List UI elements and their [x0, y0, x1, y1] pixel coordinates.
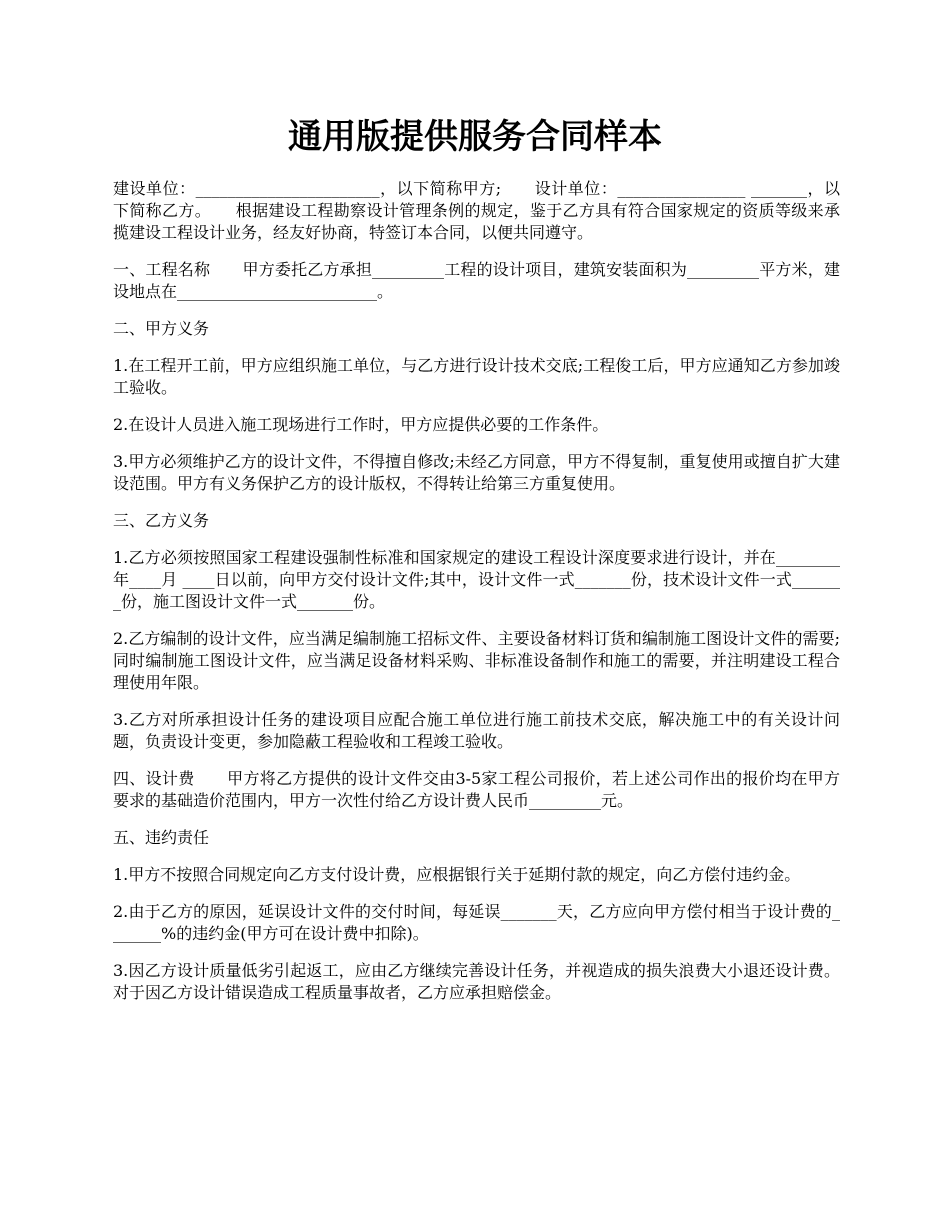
- paragraph-parties: 建设单位：_______________________，以下简称甲方; 设计单位：________________ _______，以下简称乙方。 根据建设工程勘察设计管理条例的规定，鉴于乙方具有符合国家规定的资质等级来承揽建设工程设计业务，经友好协商，特签订本合同，以便共同遵守。: [113, 179, 840, 242]
- paragraph-liability-3: 3.因乙方设计质量低劣引起返工，应由乙方继续完善设计任务，并视造成的损失浪费大小退还设计费。对于因乙方设计错误造成工程质量事故者，乙方应承担赔偿金。: [113, 961, 840, 1002]
- section-heading-party-b-duties: 三、乙方义务: [113, 511, 210, 530]
- paragraph-project-name: 一、工程名称 甲方委托乙方承担_________工程的设计项目，建筑安装面积为_________平方米，建设地点在_________________________。: [113, 260, 840, 301]
- section-heading-party-a-duties: 二、甲方义务: [113, 319, 210, 338]
- section-heading-liability: 五、违约责任: [113, 828, 210, 847]
- paragraph-liability-1: 1.甲方不按照合同规定向乙方支付设计费，应根据银行关于延期付款的规定，向乙方偿付违约金。: [113, 865, 801, 884]
- paragraph-design-fee: 四、设计费 甲方将乙方提供的设计文件交由3-5家工程公司报价，若上述公司作出的报价均在甲方要求的基础造价范围内，甲方一次性付给乙方设计费人民币_________元。: [113, 769, 840, 810]
- document-title: 通用版提供服务合同样本: [288, 117, 662, 157]
- paragraph-party-b-duty-2: 2.乙方编制的设计文件，应当满足编制施工招标文件、主要设备材料订货和编制施工图设计文件的需要;同时编制施工图设计文件，应当满足设备材料采购、非标准设备制作和施工的需要，并注明建设工程合理使用年限。: [113, 629, 840, 692]
- paragraph-party-a-duty-3: 3.甲方必须维护乙方的设计文件，不得擅自修改;未经乙方同意，甲方不得复制，重复使用或擅自扩大建设范围。甲方有义务保护乙方的设计版权，不得转让给第三方重复使用。: [113, 452, 840, 493]
- paragraph-party-b-duty-1: 1.乙方必须按照国家工程建设强制性标准和国家规定的建设工程设计深度要求进行设计，并在________年____月 ____日以前，向甲方交付设计文件;其中，设计文件一式_______份，技术设计文件一式_______份，施工图设计文件一式_______份。: [113, 548, 840, 611]
- document-body: [113, 178, 840, 1019]
- paragraph-party-a-duty-1: 1.在工程开工前，甲方应组织施工单位，与乙方进行设计技术交底;工程俊工后，甲方应通知乙方参加竣工验收。: [113, 356, 840, 397]
- paragraph-party-a-duty-2: 2.在设计人员进入施工现场进行工作时，甲方应提供必要的工作条件。: [113, 415, 609, 434]
- paragraph-party-b-duty-3: 3.乙方对所承担设计任务的建设项目应配合施工单位进行施工前技术交底，解决施工中的有关设计问题，负责设计变更，参加隐蔽工程验收和工程竣工验收。: [113, 710, 840, 751]
- paragraph-liability-2: 2.由于乙方的原因，延误设计文件的交付时间，每延误_______天，乙方应向甲方偿付相当于设计费的_______%的违约金(甲方可在设计费中扣除)。: [113, 902, 840, 943]
